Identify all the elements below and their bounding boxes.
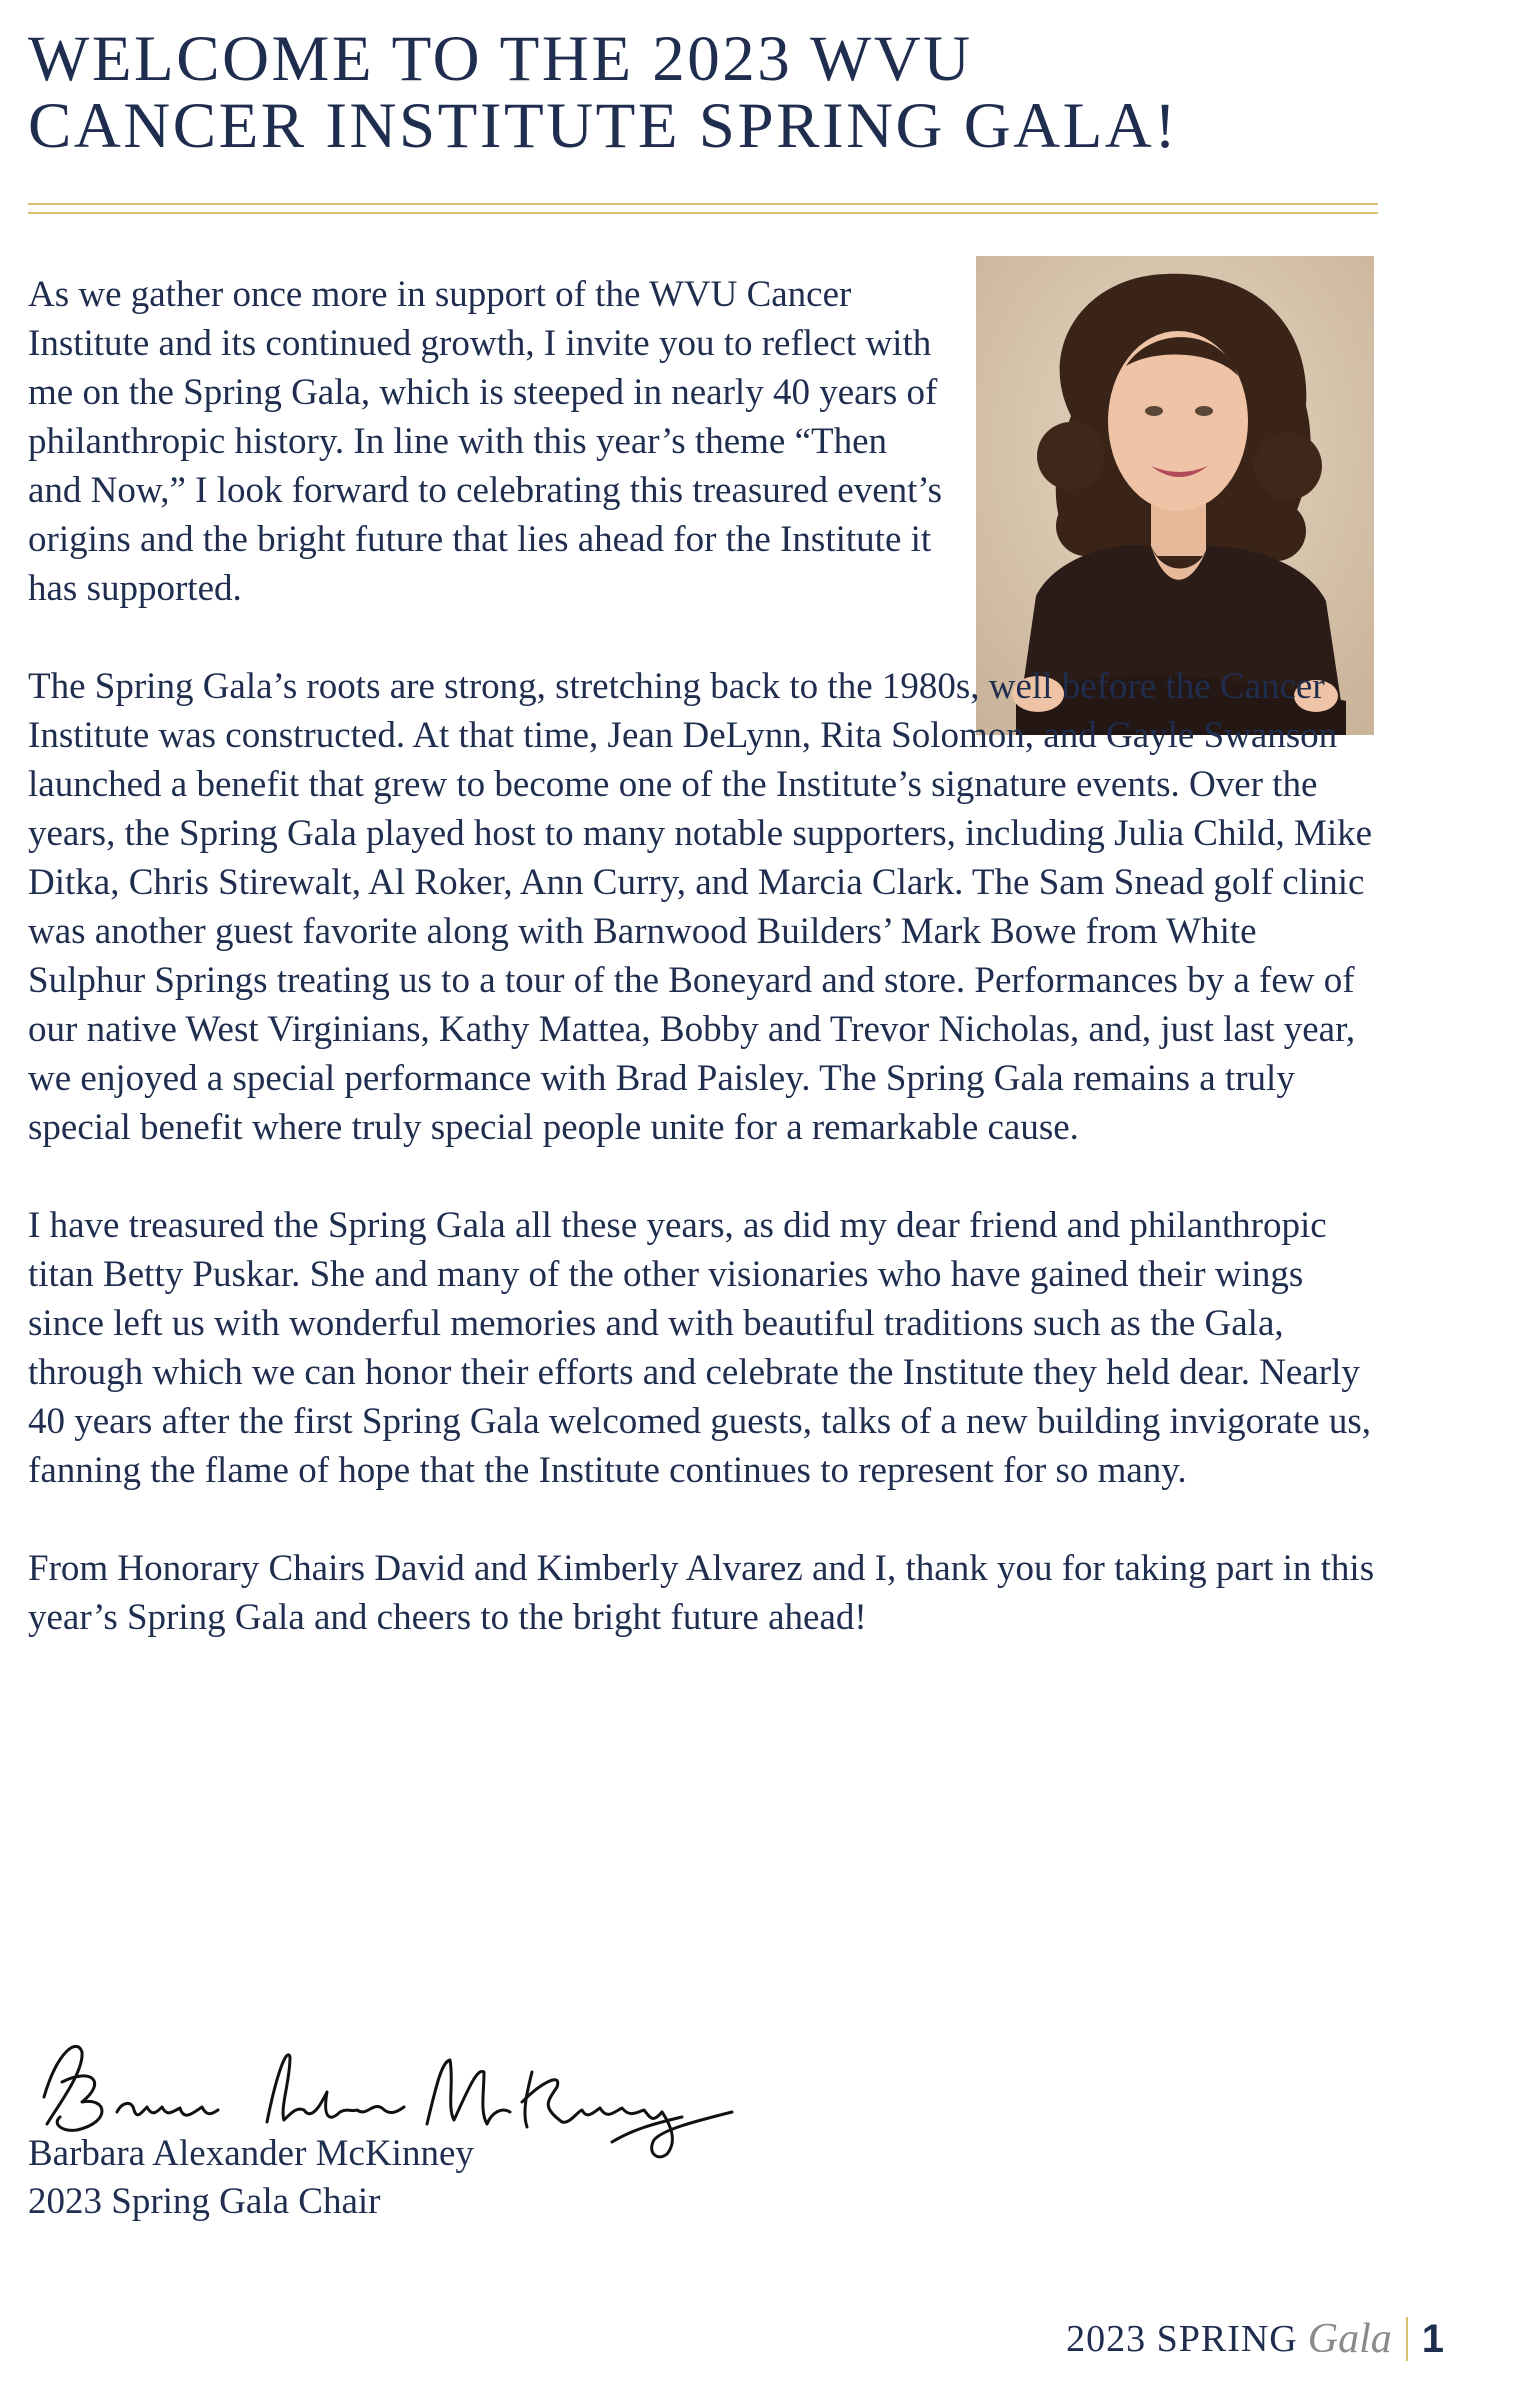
signer-role: 2023 Spring Gala Chair xyxy=(28,2181,381,2222)
page-footer xyxy=(1066,2315,1444,2363)
letter-paragraph: As we gather once more in support of the WVU Cancer Institute and its continued growth, I invite you to reflect with me on the Spring Gala, which is steeped in nearly 40 years of philanthropic history. In line with this year’s theme “Then and Now,” I look forward to celebrating this treasured event’s origins and the bright future that lies ahead for the Institute it has supported. xyxy=(28,274,943,609)
page-title: WELCOME TO THE 2023 WVU CANCER INSTITUTE SPRING GALA! xyxy=(28,23,1179,162)
title-divider-top xyxy=(28,203,1378,205)
footer-divider xyxy=(1406,2317,1408,2361)
letter-paragraph: I have treasured the Spring Gala all these years, as did my dear friend and philanthropic titan Betty Puskar. She and many of the other visionaries who have gained their wings since left us with wonderful memories and with beautiful traditions such as the Gala, through which we can honor their efforts and celebrate the Institute they held dear. Nearly 40 years after the first Spring Gala welcomed guests, talks of a new building invigorate us, fanning the flame of hope that the Institute continues to represent for so many. xyxy=(28,1205,1371,1491)
footer-script-word: Gala xyxy=(1307,2316,1392,2362)
title-divider-bottom xyxy=(28,212,1378,214)
footer-event-title: 2023 SPRING xyxy=(1066,2318,1298,2360)
letter-body xyxy=(28,270,1378,1691)
letter-paragraph: The Spring Gala’s roots are strong, stretching back to the 1980s, well before the Cancer Institute was constructed. At that time, Jean DeLynn, Rita Solomon, and Gayle Swanson launched a benefit that grew to become one of the Institute’s signature events. Over the years, the Spring Gala played host to many notable supporters, including Julia Child, Mike Ditka, Chris Stirewalt, Al Roker, Ann Curry, and Marcia Clark. The Sam Snead golf clinic was another guest favorite along with Barnwood Builders’ Mark Bowe from White Sulphur Springs treating us to a tour of the Boneyard and store. Performances by a few of our native West Virginians, Kathy Mattea, Bobby and Trevor Nicholas, and, just last year, we enjoyed a special performance with Brad Paisley. The Spring Gala remains a truly special benefit where truly special people unite for a remarkable cause. xyxy=(28,666,1373,1148)
signer-name: Barbara Alexander McKinney xyxy=(28,2133,474,2174)
page-number: 1 xyxy=(1421,2316,1444,2361)
letter-paragraph: From Honorary Chairs David and Kimberly Alvarez and I, thank you for taking part in this year’s Spring Gala and cheers to the bright future ahead! xyxy=(28,1548,1375,1638)
